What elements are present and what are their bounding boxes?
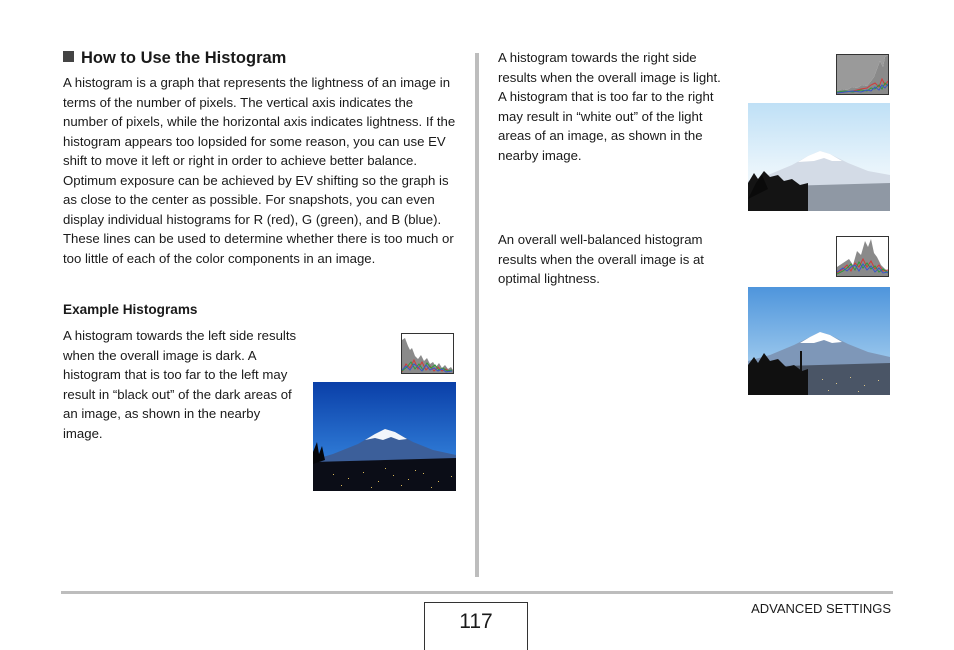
section-title (63, 48, 286, 68)
balanced-histogram-text: An overall well-balanced histogram results when the overall image is at optimal lightness. (498, 232, 704, 286)
balanced-histogram-thumbnail (836, 236, 889, 277)
light-mountain-photo (748, 103, 890, 211)
footer-rule (61, 591, 893, 594)
balanced-mountain-photo (748, 287, 890, 395)
page-number: 117 (424, 602, 528, 650)
column-divider (475, 53, 479, 577)
dark-mountain-photo (313, 382, 456, 491)
example-heading: Example Histograms (63, 302, 198, 317)
dark-histogram-text: A histogram towards the left side results when the overall image is dark. A histogram that is too far to the left may result in “black out” of the dark areas of an image, as shown in the nearby image. (63, 328, 297, 441)
light-histogram-text: A histogram towards the right side results when the overall image is light. A histogram that is too far to the right may result in “white out” of the light areas of an image, as shown in the nearby image. (498, 50, 721, 163)
square-bullet-icon (63, 51, 74, 62)
light-histogram-thumbnail (836, 54, 889, 95)
section-title-text: How to Use the Histogram (81, 49, 287, 67)
dark-histogram-thumbnail (401, 333, 454, 374)
footer-section-name: ADVANCED SETTINGS (751, 601, 891, 616)
intro-paragraph: A histogram is a graph that represents the lightness of an image in terms of the number of pixels. The vertical axis indicates the number of pixels, while the horizontal axis indicates lightness. If the histogram appears too lopsided for some reason, you can use EV shift to move it left or right in order to achieve better balance. Optimum exposure can be achieved by EV shifting so the graph is as close to the center as possible. For snapshots, you can even display individual histograms for R (red), G (green), and B (blue). These lines can be used to determine whether there is too much or too little of each of the color components in an image. (63, 75, 456, 266)
